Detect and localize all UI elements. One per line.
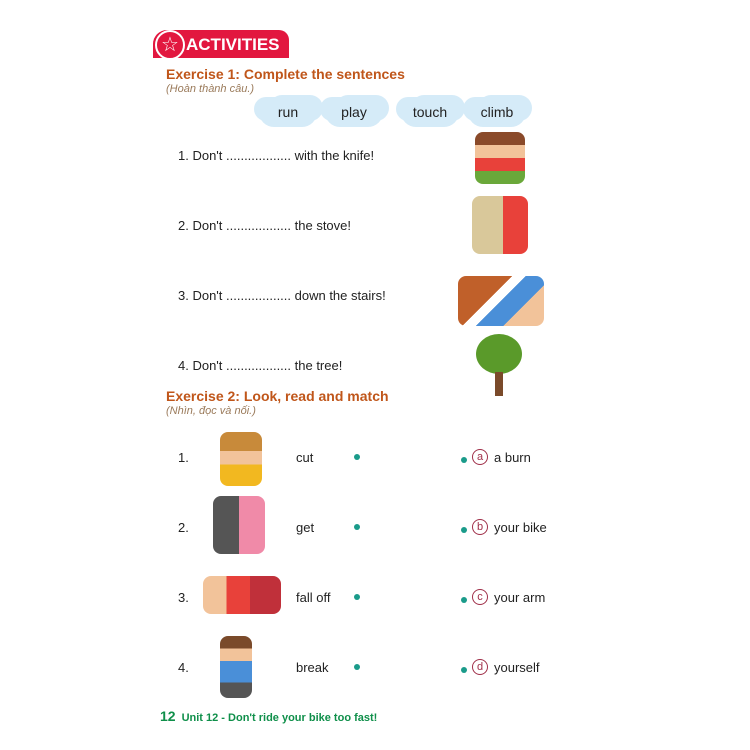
option-letter: c — [472, 589, 488, 605]
banner-title: ACTIVITIES — [186, 35, 280, 54]
unit-title: Unit 12 - Don't ride your bike too fast! — [181, 712, 378, 724]
match-dot-right[interactable] — [461, 597, 467, 603]
match-word: get — [296, 520, 315, 535]
sentence: 4. Don't .................. the tree! — [178, 358, 343, 373]
tree-illustration — [476, 334, 522, 374]
activities-banner — [153, 30, 289, 58]
bike-fall-illustration — [203, 576, 281, 614]
row-number: 4. — [178, 660, 189, 675]
match-dot-right[interactable] — [461, 527, 467, 533]
sentence: 3. Don't .................. down the stairs! — [178, 288, 386, 303]
match-phrase: yourself — [494, 660, 540, 675]
page-number: 12 — [160, 708, 176, 724]
girl-stove-illustration — [213, 496, 265, 554]
match-word: fall off — [296, 590, 331, 605]
sentence: 2. Don't .................. the stove! — [178, 218, 351, 233]
tree-trunk — [495, 372, 503, 396]
option-letter: d — [472, 659, 488, 675]
sentence: 1. Don't .................. with the knife! — [178, 148, 375, 163]
match-phrase: your arm — [494, 590, 546, 605]
row-number: 2. — [178, 520, 189, 535]
star-icon: ☆ — [155, 30, 185, 60]
exercise-1-subtitle: (Hoàn thành câu.) — [166, 83, 255, 95]
match-dot-left[interactable] — [354, 524, 360, 530]
match-dot-left[interactable] — [354, 454, 360, 460]
match-dot-left[interactable] — [354, 664, 360, 670]
match-word: cut — [296, 450, 314, 465]
boy-stairs-illustration — [458, 276, 544, 326]
match-word: break — [296, 660, 329, 675]
option-letter: b — [472, 519, 488, 535]
match-phrase: a burn — [494, 450, 531, 465]
row-number: 3. — [178, 590, 189, 605]
word-cloud: touch — [401, 97, 459, 127]
exercise-2-title: Exercise 2: Look, read and match — [166, 388, 389, 404]
row-number: 1. — [178, 450, 189, 465]
exercise-1-title: Exercise 1: Complete the sentences — [166, 66, 405, 82]
boy-stove-illustration — [472, 196, 528, 254]
boy-broken-arm-illustration — [220, 636, 252, 698]
exercise-2-subtitle: (Nhìn, đọc và nối.) — [166, 405, 256, 417]
option-letter: a — [472, 449, 488, 465]
match-dot-right[interactable] — [461, 457, 467, 463]
word-cloud: run — [259, 97, 317, 127]
match-dot-left[interactable] — [354, 594, 360, 600]
word-cloud: play — [325, 97, 383, 127]
word-cloud: climb — [468, 97, 526, 127]
girl-cut-illustration — [220, 432, 262, 486]
match-dot-right[interactable] — [461, 667, 467, 673]
page-footer — [160, 708, 377, 724]
match-phrase: your bike — [494, 520, 547, 535]
boy-knife-illustration — [475, 132, 525, 184]
